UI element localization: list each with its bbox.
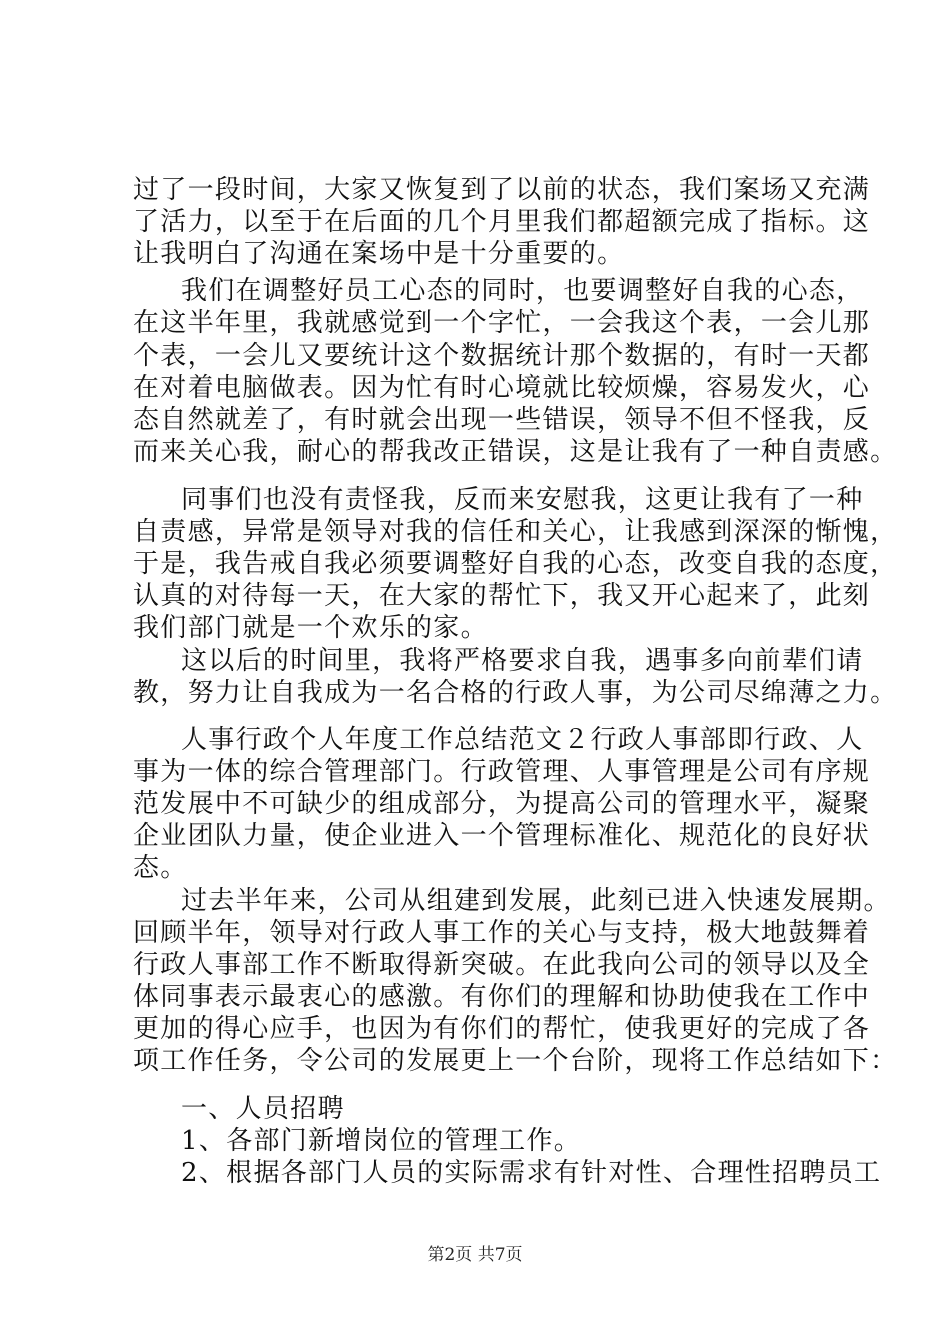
- paragraph-line: 在对着电脑做表。因为忙有时心境就比较烦燥，容易发火，心: [133, 373, 871, 403]
- paragraph-line: 范发展中不可缺少的组成部分，为提高公司的管理水平，凝聚: [133, 789, 871, 819]
- paragraph-line: 了活力，以至于在后面的几个月里我们都超额完成了指标。这: [133, 207, 871, 237]
- section-heading: 一、人员招聘: [181, 1094, 345, 1124]
- list-item: 1、各部门新增岗位的管理工作。: [181, 1126, 582, 1156]
- paragraph-line: 在这半年里，我就感觉到一个字忙，一会我这个表，一会儿那: [133, 308, 871, 338]
- paragraph-line: 过了一段时间，大家又恢复到了以前的状态，我们案场又充满: [133, 175, 871, 205]
- paragraph-line: 而来关心我，耐心的帮我改正错误，这是让我有了一种自责感。: [133, 437, 898, 467]
- paragraph-line: 教，努力让自我成为一名合格的行政人事，为公司尽绵薄之力。: [133, 678, 898, 708]
- paragraph-line: 我们在调整好员工心态的同时，也要调整好自我的心态，: [181, 276, 864, 306]
- paragraph-line: 我们部门就是一个欢乐的家。: [133, 613, 488, 643]
- paragraph-line: 自责感，异常是领导对我的信任和关心，让我感到深深的惭愧，: [133, 517, 898, 547]
- paragraph-line: 这以后的时间里，我将严格要求自我，遇事多向前辈们请: [181, 646, 864, 676]
- paragraph-line: 态。: [133, 853, 188, 883]
- paragraph-line: 事为一体的综合管理部门。行政管理、人事管理是公司有序规: [133, 757, 871, 787]
- paragraph-line: 企业团队力量，使企业进入一个管理标准化、规范化的良好状: [133, 821, 871, 851]
- paragraph-line: 体同事表示最衷心的感激。有你们的理解和协助使我在工作中: [133, 982, 871, 1012]
- paragraph-line: 项工作任务，令公司的发展更上一个台阶，现将工作总结如下：: [133, 1046, 898, 1076]
- page-footer: 第2页 共7页: [427, 1245, 523, 1265]
- list-item: 2、根据各部门人员的实际需求有针对性、合理性招聘员工: [181, 1158, 882, 1188]
- paragraph-line: 让我明白了沟通在案场中是十分重要的。: [133, 239, 625, 269]
- paragraph-line: 个表，一会儿又要统计这个数据统计那个数据的，有时一天都: [133, 341, 871, 371]
- paragraph-line: 回顾半年，领导对行政人事工作的关心与支持，极大地鼓舞着: [133, 918, 871, 948]
- paragraph-line: 态自然就差了，有时就会出现一些错误，领导不但不怪我，反: [133, 405, 871, 435]
- paragraph-line: 过去半年来，公司从组建到发展，此刻已进入快速发展期。: [181, 886, 891, 916]
- paragraph-line: 行政人事部工作不断取得新突破。在此我向公司的领导以及全: [133, 950, 871, 980]
- paragraph-line: 于是，我告戒自我必须要调整好自我的心态，改变自我的态度，: [133, 549, 898, 579]
- paragraph-line: 同事们也没有责怪我，反而来安慰我，这更让我有了一种: [181, 485, 864, 515]
- paragraph-line: 认真的对待每一天，在大家的帮忙下，我又开心起来了，此刻: [133, 581, 871, 611]
- paragraph-line: 人事行政个人年度工作总结范文２行政人事部即行政、人: [181, 725, 864, 755]
- paragraph-line: 更加的得心应手，也因为有你们的帮忙，使我更好的完成了各: [133, 1014, 871, 1044]
